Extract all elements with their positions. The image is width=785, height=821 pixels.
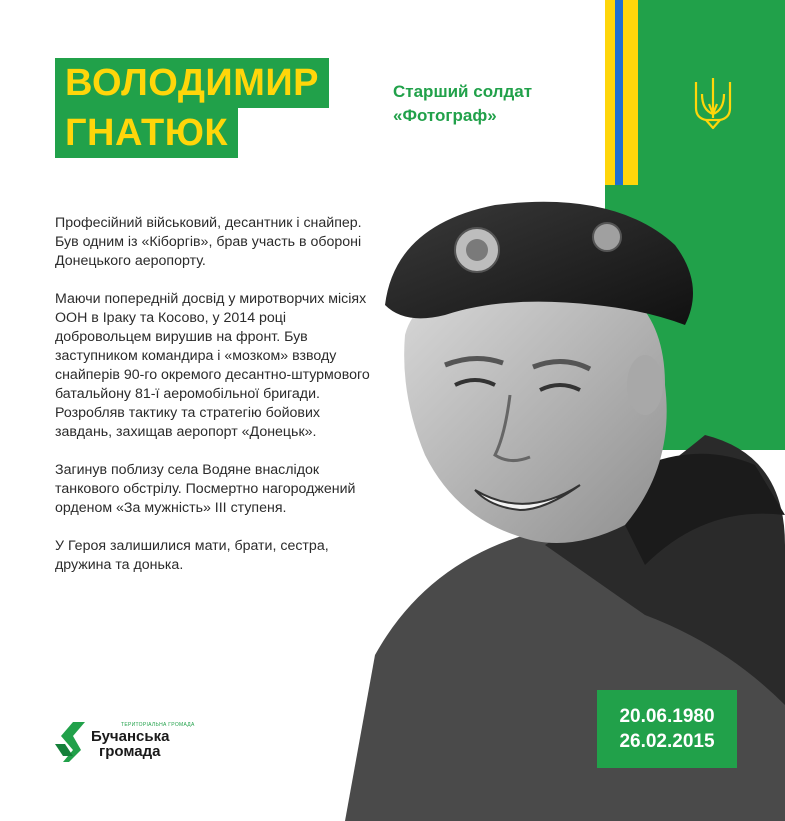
logo-name-line1: Бучанська	[91, 728, 170, 745]
logo-name-line2: громада	[99, 743, 161, 760]
rank-title: Старший солдат	[393, 82, 533, 101]
logo-tagline: ТЕРИТОРІАЛЬНА ГРОМАДА	[121, 722, 195, 728]
life-dates	[597, 690, 737, 768]
hero-name	[55, 58, 329, 158]
birth-date: 20.06.1980	[619, 706, 715, 727]
bio-paragraph-1: Професійний військовий, десантник і снайпер. Був одним із «Кіборгів», брав участь в обороні Донецького аеропорту.	[55, 215, 362, 269]
flag-stripe-yellow	[605, 0, 615, 185]
trident-icon	[692, 74, 734, 132]
logo-wordmark	[91, 729, 169, 759]
bucha-logo-icon	[55, 722, 95, 762]
biography	[55, 214, 375, 594]
bio-paragraph-4: У Героя залишилися мати, брати, сестра, дружина та донька.	[55, 538, 329, 573]
rank-callsign	[393, 80, 532, 128]
callsign: «Фотограф»	[393, 106, 497, 125]
name-first: ВОЛОДИМИР	[55, 58, 329, 108]
bio-paragraph-3: Загинув поблизу села Водяне внаслідок танкового обстрілу. Посмертно нагороджений орденом «За мужність» ІІІ ступеня.	[55, 462, 356, 516]
death-date: 26.02.2015	[619, 731, 715, 752]
flag-stripe-yellow-inner	[623, 0, 638, 185]
community-logo	[55, 722, 225, 770]
bio-paragraph-2: Маючи попередній досвід у миротворчих місіях ООН в Іраку та Косово, у 2014 році добровольцем вирушив на фронт. Був заступником командира і «мозком» взводу снайперів 90-го окремого десантно-штурмового батальйону 81-ї аеромобільної бригади. Розробляв тактику та стратегію бойових завдань, захищав аеропорт «Донецьк».	[55, 291, 370, 440]
name-last: ГНАТЮК	[55, 108, 238, 158]
